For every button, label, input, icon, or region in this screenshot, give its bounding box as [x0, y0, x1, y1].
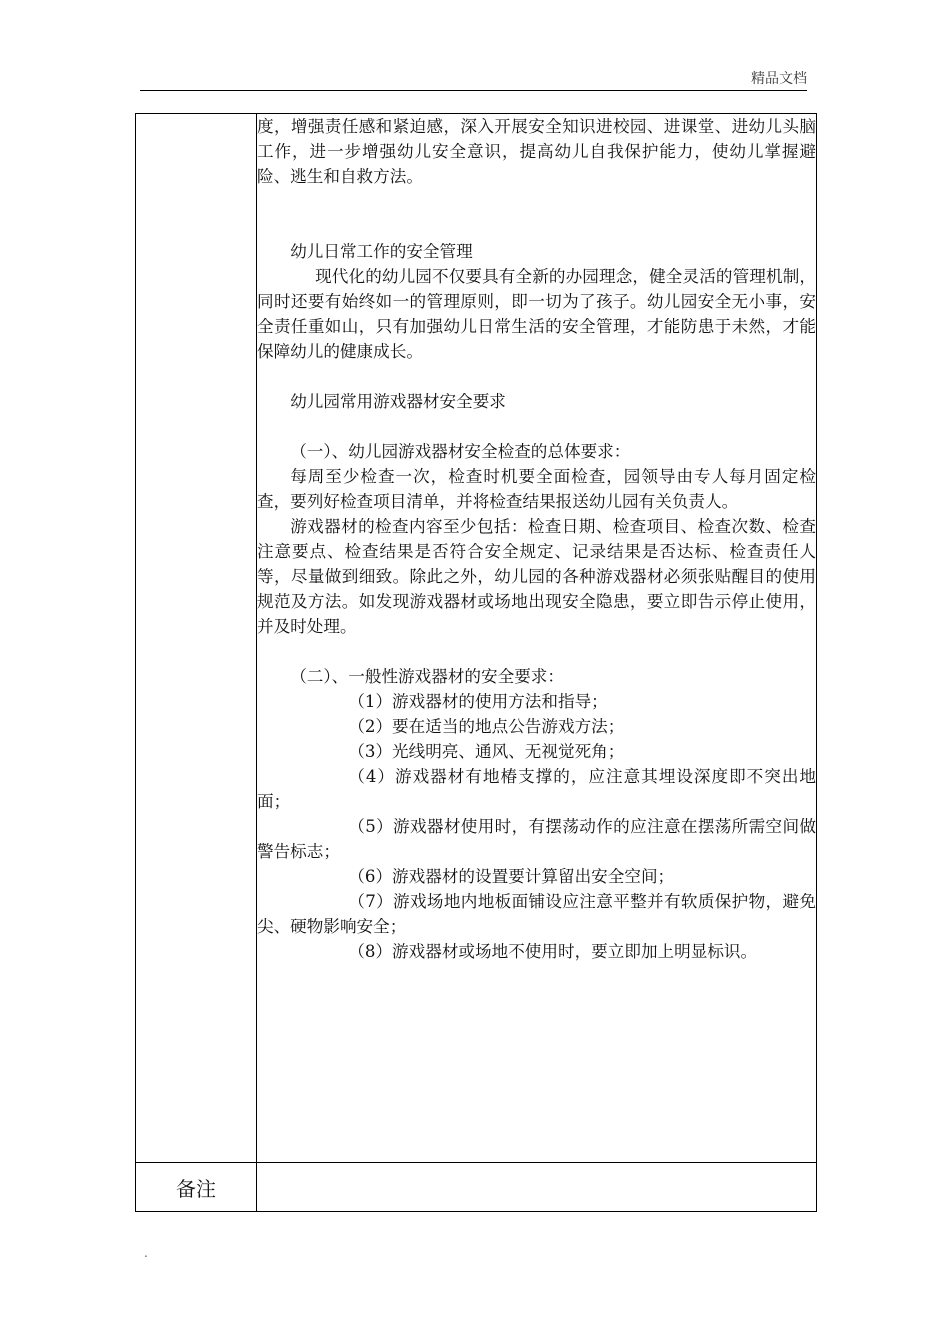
section-paragraph: 现代化的幼儿园不仅要具有全新的办园理念，健全灵活的管理机制，同时还要有始终如一的管理原则，即一切为了孩子。幼儿园安全无小事，安全责任重如山，只有加强幼儿日常生活的安全管理，才能防患于未然，才能保障幼儿的健康成长。	[257, 267, 816, 361]
list-item: （7）游戏场地内地板面铺设应注意平整并有软质保护物，避免尖、硬物影响安全；	[257, 892, 816, 936]
list-item: （4）游戏器材有地椿支撑的，应注意其埋设深度即不突出地面；	[257, 767, 816, 811]
intro-paragraph: 度，增强责任感和紧迫感，深入开展安全知识进校园、进课堂、进幼儿头脑工作，进一步增强幼儿安全意识，提高幼儿自我保护能力，使幼儿掌握避险、逃生和自救方法。	[257, 117, 816, 186]
list-item: （1）游戏器材的使用方法和指导；	[348, 692, 608, 711]
header-divider	[140, 90, 807, 91]
section-heading: 幼儿日常工作的安全管理	[290, 242, 473, 261]
section-heading: 幼儿园常用游戏器材安全要求	[290, 392, 506, 411]
spacer	[257, 364, 816, 389]
spacer	[257, 639, 816, 664]
section-paragraph: 每周至少检查一次，检查时机要全面检查，园领导由专人每月固定检查，要列好检查项目清单，并将检查结果报送幼儿园有关负责人。	[257, 467, 816, 511]
content-cell	[257, 114, 817, 1163]
list-item: （2）要在适当的地点公告游戏方法；	[348, 717, 625, 736]
header-label: 精品文档	[751, 71, 807, 87]
list-item: （8）游戏器材或场地不使用时，要立即加上明显标识。	[348, 942, 758, 961]
section-paragraph: 游戏器材的检查内容至少包括：检查日期、检查项目、检查次数、检查注意要点、检查结果是否符合安全规定、记录结果是否达标、检查责任人等，尽量做到细致。除此之外，幼儿园的各种游戏器材必须张贴醒目的使用规范及方法。如发现游戏器材或场地出现安全隐患，要立即告示停止使用，并及时处理。	[257, 517, 816, 636]
note-label-cell: 备注	[136, 1163, 257, 1212]
list-item: （6）游戏器材的设置要计算留出安全空间；	[348, 867, 675, 886]
spacer	[257, 414, 816, 439]
note-value-cell	[257, 1163, 817, 1212]
spacer	[257, 189, 816, 239]
list-item: （5）游戏器材使用时，有摆荡动作的应注意在摆荡所需空间做警告标志；	[257, 817, 816, 861]
document-table	[135, 113, 817, 1212]
content-row	[136, 114, 817, 1163]
subsection-heading: （二）、一般性游戏器材的安全要求：	[290, 667, 564, 686]
left-label-cell	[136, 114, 257, 1163]
list-item: （3）光线明亮、通风、无视觉死角；	[348, 742, 625, 761]
content-body	[257, 114, 816, 964]
subsection-heading: （一）、幼儿园游戏器材安全检查的总体要求：	[290, 442, 631, 461]
note-row	[136, 1163, 817, 1212]
footer-mark: .	[144, 1246, 148, 1260]
